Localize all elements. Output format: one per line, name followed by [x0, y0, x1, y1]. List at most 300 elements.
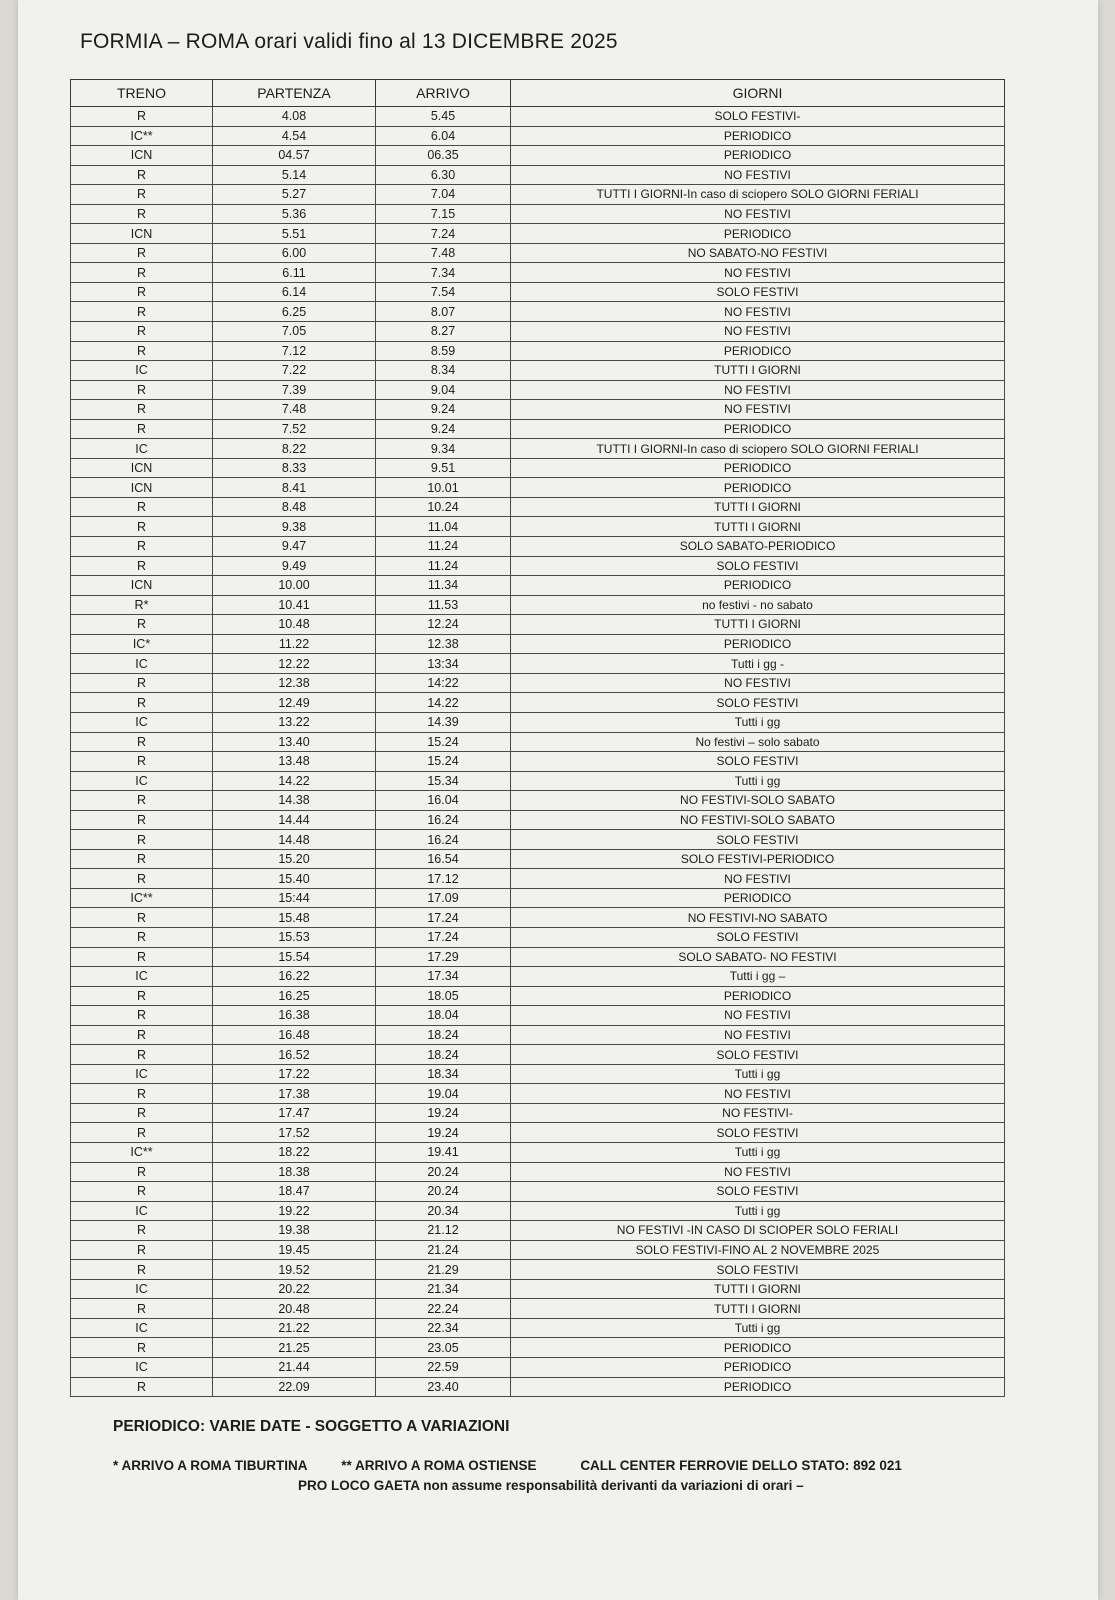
- partenza-cell: 17.47: [213, 1103, 376, 1123]
- arrivo-cell: 7.04: [376, 185, 511, 205]
- arrivo-cell: 13:34: [376, 654, 511, 674]
- table-row: [71, 380, 1005, 400]
- giorni-cell: NO FESTIVI: [511, 1025, 1005, 1045]
- tiburtina-note: * ARRIVO A ROMA TIBURTINA: [113, 1458, 308, 1473]
- partenza-cell: 7.52: [213, 419, 376, 439]
- table-row: [71, 1123, 1005, 1143]
- header-giorni: GIORNI: [511, 80, 1005, 107]
- treno-cell: ICN: [71, 478, 213, 498]
- treno-cell: ICN: [71, 224, 213, 244]
- giorni-cell: SOLO FESTIVI: [511, 693, 1005, 713]
- partenza-cell: 7.05: [213, 322, 376, 342]
- table-row: [71, 673, 1005, 693]
- treno-cell: R: [71, 1103, 213, 1123]
- treno-cell: R: [71, 908, 213, 928]
- treno-cell: R: [71, 1377, 213, 1397]
- treno-cell: R: [71, 1045, 213, 1065]
- arrivo-cell: 15.34: [376, 771, 511, 791]
- partenza-cell: 10.00: [213, 576, 376, 596]
- treno-cell: IC: [71, 1318, 213, 1338]
- giorni-cell: SOLO SABATO- NO FESTIVI: [511, 947, 1005, 967]
- treno-cell: R: [71, 830, 213, 850]
- table-header-row: [71, 80, 1005, 107]
- table-row: [71, 634, 1005, 654]
- giorni-cell: SOLO FESTIVI: [511, 1260, 1005, 1280]
- call-center-note: CALL CENTER FERROVIE DELLO STATO: 892 021: [580, 1458, 902, 1473]
- treno-cell: R: [71, 282, 213, 302]
- treno-cell: R: [71, 1025, 213, 1045]
- treno-cell: R: [71, 1006, 213, 1026]
- giorni-cell: PERIODICO: [511, 1377, 1005, 1397]
- partenza-cell: 19.52: [213, 1260, 376, 1280]
- giorni-cell: NO FESTIVI: [511, 263, 1005, 283]
- arrivo-cell: 7.54: [376, 282, 511, 302]
- giorni-cell: TUTTI I GIORNI: [511, 497, 1005, 517]
- table-row: [71, 1240, 1005, 1260]
- giorni-cell: NO FESTIVI: [511, 165, 1005, 185]
- treno-cell: R: [71, 1162, 213, 1182]
- partenza-cell: 14.22: [213, 771, 376, 791]
- giorni-cell: SOLO FESTIVI: [511, 927, 1005, 947]
- arrivo-cell: 06.35: [376, 146, 511, 166]
- table-row: [71, 497, 1005, 517]
- arrivo-cell: 16.24: [376, 810, 511, 830]
- treno-cell: R: [71, 497, 213, 517]
- partenza-cell: 9.47: [213, 537, 376, 557]
- timetable: [70, 79, 1005, 1397]
- partenza-cell: 15.40: [213, 869, 376, 889]
- arrivo-cell: 8.59: [376, 341, 511, 361]
- arrivo-cell: 20.34: [376, 1201, 511, 1221]
- treno-cell: R: [71, 302, 213, 322]
- table-row: [71, 712, 1005, 732]
- arrivo-cell: 17.12: [376, 869, 511, 889]
- giorni-cell: NO FESTIVI -IN CASO DI SCIOPER SOLO FERIALI: [511, 1221, 1005, 1241]
- giorni-cell: NO SABATO-NO FESTIVI: [511, 243, 1005, 263]
- treno-cell: IC: [71, 654, 213, 674]
- partenza-cell: 16.25: [213, 986, 376, 1006]
- arrivo-cell: 19.24: [376, 1103, 511, 1123]
- table-row: [71, 126, 1005, 146]
- partenza-cell: 17.38: [213, 1084, 376, 1104]
- table-row: [71, 107, 1005, 127]
- treno-cell: IC: [71, 1201, 213, 1221]
- partenza-cell: 15.53: [213, 927, 376, 947]
- partenza-cell: 6.00: [213, 243, 376, 263]
- partenza-cell: 21.44: [213, 1358, 376, 1378]
- giorni-cell: Tutti i gg: [511, 771, 1005, 791]
- arrivo-cell: 9.24: [376, 419, 511, 439]
- footer-notes: [113, 1458, 973, 1473]
- treno-cell: R: [71, 791, 213, 811]
- giorni-cell: PERIODICO: [511, 458, 1005, 478]
- treno-cell: ICN: [71, 458, 213, 478]
- treno-cell: R: [71, 243, 213, 263]
- arrivo-cell: 21.24: [376, 1240, 511, 1260]
- arrivo-cell: 19.41: [376, 1142, 511, 1162]
- table-row: [71, 263, 1005, 283]
- arrivo-cell: 16.24: [376, 830, 511, 850]
- arrivo-cell: 21.12: [376, 1221, 511, 1241]
- arrivo-cell: 8.07: [376, 302, 511, 322]
- table-row: [71, 732, 1005, 752]
- partenza-cell: 16.48: [213, 1025, 376, 1045]
- table-row: [71, 1025, 1005, 1045]
- arrivo-cell: 7.48: [376, 243, 511, 263]
- giorni-cell: PERIODICO: [511, 341, 1005, 361]
- arrivo-cell: 11.53: [376, 595, 511, 615]
- table-row: [71, 1358, 1005, 1378]
- partenza-cell: 19.38: [213, 1221, 376, 1241]
- giorni-cell: SOLO FESTIVI: [511, 752, 1005, 772]
- giorni-cell: PERIODICO: [511, 986, 1005, 1006]
- arrivo-cell: 16.04: [376, 791, 511, 811]
- partenza-cell: 11.22: [213, 634, 376, 654]
- partenza-cell: 16.38: [213, 1006, 376, 1026]
- arrivo-cell: 9.24: [376, 400, 511, 420]
- partenza-cell: 13.22: [213, 712, 376, 732]
- table-row: [71, 146, 1005, 166]
- treno-cell: R: [71, 556, 213, 576]
- arrivo-cell: 9.04: [376, 380, 511, 400]
- page-title: FORMIA – ROMA orari validi fino al 13 DICEMBRE 2025: [80, 30, 618, 53]
- giorni-cell: SOLO FESTIVI-PERIODICO: [511, 849, 1005, 869]
- arrivo-cell: 7.15: [376, 204, 511, 224]
- treno-cell: R: [71, 1240, 213, 1260]
- table-row: [71, 771, 1005, 791]
- arrivo-cell: 8.34: [376, 361, 511, 381]
- partenza-cell: 14.48: [213, 830, 376, 850]
- giorni-cell: no festivi - no sabato: [511, 595, 1005, 615]
- arrivo-cell: 6.04: [376, 126, 511, 146]
- treno-cell: R: [71, 204, 213, 224]
- treno-cell: IC: [71, 771, 213, 791]
- treno-cell: IC: [71, 1279, 213, 1299]
- ostiense-note: ** ARRIVO A ROMA OSTIENSE: [341, 1458, 537, 1473]
- arrivo-cell: 17.34: [376, 967, 511, 987]
- giorni-cell: NO FESTIVI: [511, 302, 1005, 322]
- partenza-cell: 12.22: [213, 654, 376, 674]
- arrivo-cell: 22.24: [376, 1299, 511, 1319]
- partenza-cell: 16.22: [213, 967, 376, 987]
- table-row: [71, 1142, 1005, 1162]
- partenza-cell: 6.14: [213, 282, 376, 302]
- arrivo-cell: 22.59: [376, 1358, 511, 1378]
- table-row: [71, 576, 1005, 596]
- table-row: [71, 947, 1005, 967]
- giorni-cell: PERIODICO: [511, 888, 1005, 908]
- giorni-cell: SOLO FESTIVI-FINO AL 2 NOVEMBRE 2025: [511, 1240, 1005, 1260]
- giorni-cell: TUTTI I GIORNI-In caso di sciopero SOLO GIORNI FERIALI: [511, 185, 1005, 205]
- table-row: [71, 1006, 1005, 1026]
- partenza-cell: 7.48: [213, 400, 376, 420]
- arrivo-cell: 17.09: [376, 888, 511, 908]
- treno-cell: R: [71, 1084, 213, 1104]
- giorni-cell: SOLO SABATO-PERIODICO: [511, 537, 1005, 557]
- table-row: [71, 1318, 1005, 1338]
- table-row: [71, 282, 1005, 302]
- arrivo-cell: 6.30: [376, 165, 511, 185]
- arrivo-cell: 15.24: [376, 752, 511, 772]
- partenza-cell: 17.22: [213, 1064, 376, 1084]
- arrivo-cell: 18.05: [376, 986, 511, 1006]
- table-row: [71, 517, 1005, 537]
- header-arrivo: ARRIVO: [376, 80, 511, 107]
- treno-cell: IC: [71, 712, 213, 732]
- partenza-cell: 15.48: [213, 908, 376, 928]
- giorni-cell: NO FESTIVI: [511, 1084, 1005, 1104]
- partenza-cell: 21.22: [213, 1318, 376, 1338]
- partenza-cell: 6.11: [213, 263, 376, 283]
- treno-cell: IC**: [71, 888, 213, 908]
- arrivo-cell: 11.04: [376, 517, 511, 537]
- header-partenza: PARTENZA: [213, 80, 376, 107]
- arrivo-cell: 17.24: [376, 927, 511, 947]
- table-row: [71, 1377, 1005, 1397]
- giorni-cell: NO FESTIVI-: [511, 1103, 1005, 1123]
- giorni-cell: SOLO FESTIVI: [511, 830, 1005, 850]
- partenza-cell: 18.47: [213, 1182, 376, 1202]
- arrivo-cell: 11.34: [376, 576, 511, 596]
- treno-cell: R: [71, 165, 213, 185]
- partenza-cell: 15:44: [213, 888, 376, 908]
- treno-cell: R: [71, 1123, 213, 1143]
- treno-cell: R: [71, 752, 213, 772]
- treno-cell: IC: [71, 439, 213, 459]
- partenza-cell: 10.48: [213, 615, 376, 635]
- treno-cell: R: [71, 947, 213, 967]
- giorni-cell: SOLO FESTIVI: [511, 556, 1005, 576]
- table-row: [71, 1182, 1005, 1202]
- arrivo-cell: 10.01: [376, 478, 511, 498]
- table-row: [71, 419, 1005, 439]
- giorni-cell: Tutti i gg: [511, 1201, 1005, 1221]
- giorni-cell: Tutti i gg: [511, 1142, 1005, 1162]
- table-row: [71, 693, 1005, 713]
- treno-cell: R: [71, 693, 213, 713]
- treno-cell: R: [71, 1338, 213, 1358]
- treno-cell: R: [71, 537, 213, 557]
- table-row: [71, 556, 1005, 576]
- table-row: [71, 1260, 1005, 1280]
- treno-cell: R: [71, 419, 213, 439]
- table-row: [71, 1045, 1005, 1065]
- giorni-cell: SOLO FESTIVI: [511, 1182, 1005, 1202]
- arrivo-cell: 22.34: [376, 1318, 511, 1338]
- treno-cell: R: [71, 1260, 213, 1280]
- partenza-cell: 15.20: [213, 849, 376, 869]
- treno-cell: R: [71, 673, 213, 693]
- arrivo-cell: 20.24: [376, 1162, 511, 1182]
- table-row: [71, 1103, 1005, 1123]
- treno-cell: R: [71, 400, 213, 420]
- partenza-cell: 12.49: [213, 693, 376, 713]
- timetable-sheet: [18, 0, 1098, 1600]
- arrivo-cell: 14.22: [376, 693, 511, 713]
- table-row: [71, 810, 1005, 830]
- arrivo-cell: 15.24: [376, 732, 511, 752]
- partenza-cell: 7.22: [213, 361, 376, 381]
- table-row: [71, 185, 1005, 205]
- table-row: [71, 908, 1005, 928]
- giorni-cell: NO FESTIVI: [511, 380, 1005, 400]
- arrivo-cell: 17.29: [376, 947, 511, 967]
- arrivo-cell: 16.54: [376, 849, 511, 869]
- giorni-cell: PERIODICO: [511, 419, 1005, 439]
- table-row: [71, 849, 1005, 869]
- arrivo-cell: 9.51: [376, 458, 511, 478]
- giorni-cell: NO FESTIVI: [511, 673, 1005, 693]
- treno-cell: ICN: [71, 146, 213, 166]
- partenza-cell: 10.41: [213, 595, 376, 615]
- table-row: [71, 791, 1005, 811]
- table-row: [71, 967, 1005, 987]
- table-row: [71, 458, 1005, 478]
- giorni-cell: PERIODICO: [511, 576, 1005, 596]
- giorni-cell: PERIODICO: [511, 224, 1005, 244]
- partenza-cell: 9.38: [213, 517, 376, 537]
- arrivo-cell: 8.27: [376, 322, 511, 342]
- treno-cell: IC: [71, 1358, 213, 1378]
- partenza-cell: 18.38: [213, 1162, 376, 1182]
- treno-cell: R: [71, 615, 213, 635]
- partenza-cell: 22.09: [213, 1377, 376, 1397]
- partenza-cell: 20.48: [213, 1299, 376, 1319]
- arrivo-cell: 7.34: [376, 263, 511, 283]
- table-row: [71, 204, 1005, 224]
- table-row: [71, 1064, 1005, 1084]
- partenza-cell: 12.38: [213, 673, 376, 693]
- giorni-cell: PERIODICO: [511, 478, 1005, 498]
- arrivo-cell: 23.05: [376, 1338, 511, 1358]
- giorni-cell: TUTTI I GIORNI: [511, 615, 1005, 635]
- table-row: [71, 400, 1005, 420]
- giorni-cell: No festivi – solo sabato: [511, 732, 1005, 752]
- partenza-cell: 8.48: [213, 497, 376, 517]
- table-row: [71, 224, 1005, 244]
- treno-cell: R: [71, 380, 213, 400]
- table-row: [71, 1084, 1005, 1104]
- partenza-cell: 7.39: [213, 380, 376, 400]
- giorni-cell: PERIODICO: [511, 634, 1005, 654]
- arrivo-cell: 18.24: [376, 1045, 511, 1065]
- table-row: [71, 888, 1005, 908]
- treno-cell: IC**: [71, 1142, 213, 1162]
- arrivo-cell: 5.45: [376, 107, 511, 127]
- table-row: [71, 869, 1005, 889]
- table-row: [71, 361, 1005, 381]
- partenza-cell: 13.40: [213, 732, 376, 752]
- arrivo-cell: 20.24: [376, 1182, 511, 1202]
- treno-cell: R: [71, 927, 213, 947]
- table-row: [71, 595, 1005, 615]
- giorni-cell: NO FESTIVI: [511, 869, 1005, 889]
- partenza-cell: 5.14: [213, 165, 376, 185]
- arrivo-cell: 18.34: [376, 1064, 511, 1084]
- table-row: [71, 1299, 1005, 1319]
- partenza-cell: 16.52: [213, 1045, 376, 1065]
- giorni-cell: Tutti i gg –: [511, 967, 1005, 987]
- table-row: [71, 1279, 1005, 1299]
- arrivo-cell: 11.24: [376, 537, 511, 557]
- treno-cell: IC**: [71, 126, 213, 146]
- partenza-cell: 15.54: [213, 947, 376, 967]
- giorni-cell: Tutti i gg -: [511, 654, 1005, 674]
- giorni-cell: NO FESTIVI: [511, 204, 1005, 224]
- arrivo-cell: 11.24: [376, 556, 511, 576]
- arrivo-cell: 7.24: [376, 224, 511, 244]
- giorni-cell: PERIODICO: [511, 146, 1005, 166]
- treno-cell: IC: [71, 967, 213, 987]
- giorni-cell: PERIODICO: [511, 1338, 1005, 1358]
- table-row: [71, 1201, 1005, 1221]
- arrivo-cell: 18.04: [376, 1006, 511, 1026]
- partenza-cell: 20.22: [213, 1279, 376, 1299]
- partenza-cell: 21.25: [213, 1338, 376, 1358]
- treno-cell: R: [71, 732, 213, 752]
- giorni-cell: SOLO FESTIVI: [511, 1045, 1005, 1065]
- partenza-cell: 14.44: [213, 810, 376, 830]
- giorni-cell: TUTTI I GIORNI: [511, 517, 1005, 537]
- partenza-cell: 5.27: [213, 185, 376, 205]
- arrivo-cell: 23.40: [376, 1377, 511, 1397]
- treno-cell: R: [71, 849, 213, 869]
- table-row: [71, 830, 1005, 850]
- giorni-cell: NO FESTIVI-NO SABATO: [511, 908, 1005, 928]
- table-row: [71, 1221, 1005, 1241]
- arrivo-cell: 10.24: [376, 497, 511, 517]
- arrivo-cell: 12.38: [376, 634, 511, 654]
- giorni-cell: NO FESTIVI: [511, 1162, 1005, 1182]
- treno-cell: IC*: [71, 634, 213, 654]
- partenza-cell: 7.12: [213, 341, 376, 361]
- giorni-cell: PERIODICO: [511, 126, 1005, 146]
- treno-cell: ICN: [71, 576, 213, 596]
- partenza-cell: 13.48: [213, 752, 376, 772]
- table-row: [71, 927, 1005, 947]
- table-row: [71, 302, 1005, 322]
- giorni-cell: PERIODICO: [511, 1358, 1005, 1378]
- giorni-cell: NO FESTIVI: [511, 400, 1005, 420]
- partenza-cell: 04.57: [213, 146, 376, 166]
- table-row: [71, 615, 1005, 635]
- giorni-cell: NO FESTIVI: [511, 322, 1005, 342]
- partenza-cell: 17.52: [213, 1123, 376, 1143]
- partenza-cell: 5.36: [213, 204, 376, 224]
- table-row: [71, 439, 1005, 459]
- arrivo-cell: 19.04: [376, 1084, 511, 1104]
- table-row: [71, 752, 1005, 772]
- arrivo-cell: 17.24: [376, 908, 511, 928]
- treno-cell: R: [71, 107, 213, 127]
- treno-cell: R: [71, 185, 213, 205]
- treno-cell: R: [71, 869, 213, 889]
- partenza-cell: 4.08: [213, 107, 376, 127]
- treno-cell: R: [71, 1182, 213, 1202]
- treno-cell: R: [71, 810, 213, 830]
- partenza-cell: 8.41: [213, 478, 376, 498]
- partenza-cell: 4.54: [213, 126, 376, 146]
- disclaimer: PRO LOCO GAETA non assume responsabilità derivanti da variazioni di orari –: [298, 1478, 804, 1493]
- partenza-cell: 14.38: [213, 791, 376, 811]
- treno-cell: R: [71, 341, 213, 361]
- table-row: [71, 322, 1005, 342]
- giorni-cell: SOLO FESTIVI: [511, 1123, 1005, 1143]
- giorni-cell: TUTTI I GIORNI: [511, 1279, 1005, 1299]
- treno-cell: R: [71, 322, 213, 342]
- treno-cell: R: [71, 517, 213, 537]
- giorni-cell: Tutti i gg: [511, 712, 1005, 732]
